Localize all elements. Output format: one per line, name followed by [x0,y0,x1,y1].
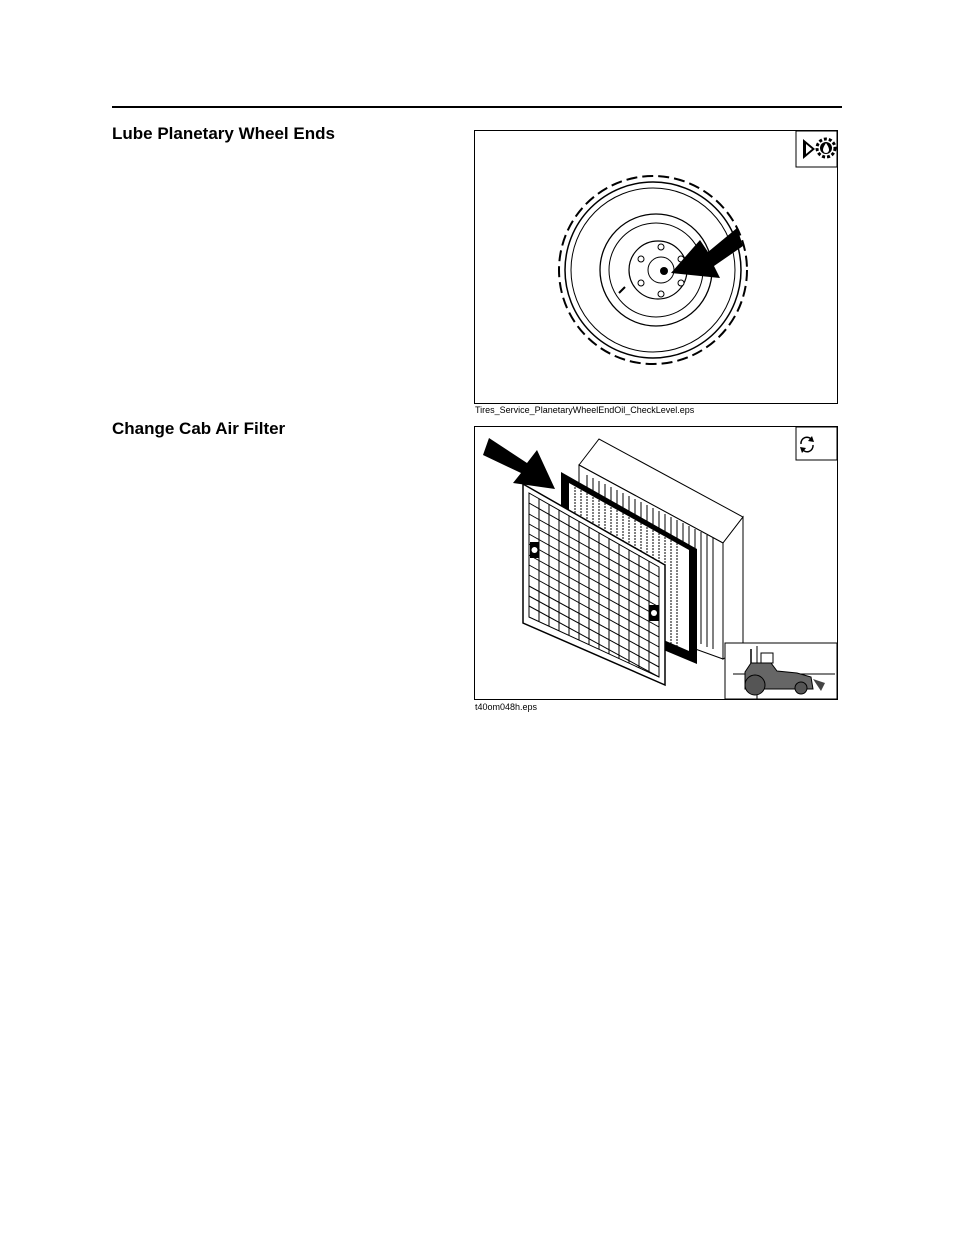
figure-cab-air-filter [474,426,838,700]
section-heading-cab-air-filter: Change Cab Air Filter [112,419,286,438]
top-rule [112,106,842,108]
tire-illustration [559,176,747,364]
tractor-locator-icon [725,643,837,699]
section-heading-lube-planetary: Lube Planetary Wheel Ends [112,124,335,143]
figure-caption: t40om048h.eps [475,702,538,712]
figure-caption: Tires_Service_PlanetaryWheelEndOil_CheckLevel.eps [475,405,695,415]
figure-planetary-wheel-end [474,130,838,404]
replace-cycle-icon [796,427,837,460]
arrow-pointer [483,438,555,489]
lube-oil-gear-icon [796,131,837,167]
